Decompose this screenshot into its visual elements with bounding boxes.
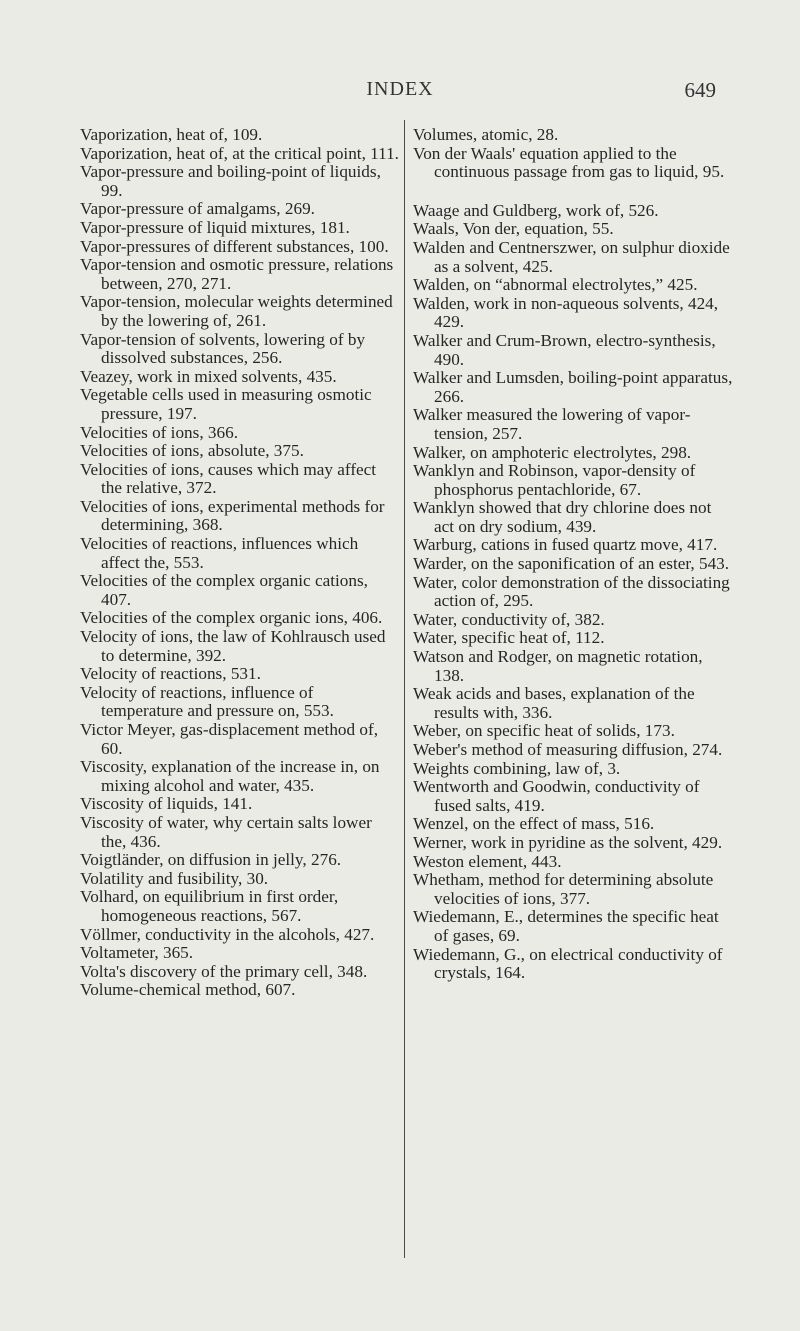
index-entry: Walker and Lumsden, boiling-point apparatus, 266. xyxy=(413,368,733,406)
index-entry: Waage and Guldberg, work of, 526. xyxy=(413,200,659,220)
index-entry: Vapor-pressure of amalgams, 269. xyxy=(80,199,315,219)
index-entry: Viscosity, explanation of the increase in, on mixing alcohol and water, 435. xyxy=(80,757,380,795)
index-entry: Wenzel, on the effect of mass, 516. xyxy=(413,814,655,834)
running-head-title: INDEX xyxy=(366,78,434,100)
index-entry: Walden, on “abnormal electrolytes,” 425. xyxy=(413,275,698,295)
index-entry: Walker and Crum-Brown, electro-synthesis, 490. xyxy=(413,330,716,369)
index-entry: Vaporization, heat of, 109. xyxy=(80,125,263,144)
index-entry: Warder, on the saponification of an ester, 543. xyxy=(413,554,730,574)
index-entry: Velocity of reactions, 531. xyxy=(80,664,261,684)
index-entry: Weak acids and bases, explanation of the results with, 336. xyxy=(413,684,695,722)
index-entry: Vapor-tension and osmotic pressure, relations between, 270, 271. xyxy=(80,255,394,293)
index-entry: Viscosity of water, why certain salts lower the, 436. xyxy=(80,812,372,851)
letter-section-gap xyxy=(413,182,733,202)
page-number: 649 xyxy=(684,78,716,102)
index-entry: Walker, on amphoteric electrolytes, 298. xyxy=(413,442,692,462)
index-entry: Weber's method of measuring diffusion, 274. xyxy=(413,740,723,759)
index-entry: Victor Meyer, gas-displacement method of, 60. xyxy=(80,720,379,758)
index-entry: Von der Waals' equation applied to the continuous passage from gas to liquid, 95. xyxy=(413,143,725,182)
index-entry: Weston element, 443. xyxy=(413,851,562,871)
index-entry: Whetham, method for determining absolute velocities of ions, 377. xyxy=(413,870,714,908)
index-entry: Viscosity of liquids, 141. xyxy=(80,794,253,814)
index-entry: Weights combining, law of, 3. xyxy=(413,758,621,778)
index-entry: Wiedemann, E., determines the specific heat of gases, 69. xyxy=(413,907,719,945)
index-entry: Walden, work in non-aqueous solvents, 424, 429. xyxy=(413,293,719,332)
index-entry: Velocity of ions, the law of Kohlrausch used to determine, 392. xyxy=(80,627,386,665)
index-entry: Vapor-pressure and boiling-point of liquids, 99. xyxy=(80,162,381,200)
index-entry: Voltameter, 365. xyxy=(80,943,194,963)
index-entry: Völlmer, conductivity in the alcohols, 427. xyxy=(80,924,375,944)
index-entry: Vapor-tension of solvents, lowering of by dissolved substances, 256. xyxy=(80,329,366,368)
column-divider xyxy=(404,120,405,1258)
index-entry: Vapor-tension, molecular weights determined by the lowering of, 261. xyxy=(80,292,393,330)
index-entry: Water, color demonstration of the dissociating action of, 295. xyxy=(413,572,730,611)
index-entry: Volhard, on equilibrium in first order, homogeneous reactions, 567. xyxy=(80,887,339,925)
index-entry: Velocities of the complex organic cations, 407. xyxy=(80,571,368,609)
index-entry: Water, specific heat of, 112. xyxy=(413,628,605,648)
index-entry: Velocities of ions, absolute, 375. xyxy=(80,441,304,461)
index-entry: Vegetable cells used in measuring osmotic pressure, 197. xyxy=(80,385,372,423)
index-entry: Waals, Von der, equation, 55. xyxy=(413,219,614,239)
index-entry: Velocity of reactions, influence of temperature and pressure on, 553. xyxy=(80,682,334,721)
index-entry: Volume-chemical method, 607. xyxy=(80,980,296,1000)
index-entry: Volatility and fusibility, 30. xyxy=(80,868,269,888)
index-entry: Veazey, work in mixed solvents, 435. xyxy=(80,366,337,386)
index-entry: Wanklyn and Robinson, vapor-density of phosphorus pentachloride, 67. xyxy=(413,461,696,499)
index-entry: Water, conductivity of, 382. xyxy=(413,609,605,629)
index-entry: Velocities of ions, causes which may affect the relative, 372. xyxy=(80,459,377,498)
index-entry: Wiedemann, G., on electrical conductivity of crystals, 164. xyxy=(413,944,723,983)
index-entry: Watson and Rodger, on magnetic rotation, 138. xyxy=(413,647,703,685)
index-entry: Volumes, atomic, 28. xyxy=(413,125,559,144)
index-entry: Vapor-pressures of different substances, 100. xyxy=(80,236,389,256)
index-entry: Wentworth and Goodwin, conductivity of fused salts, 419. xyxy=(413,777,700,815)
index-entry: Velocities of reactions, influences which affect the, 553. xyxy=(80,534,359,572)
index-entry: Vaporization, heat of, at the critical point, 111. xyxy=(80,143,399,163)
index-entry: Werner, work in pyridine as the solvent, 429. xyxy=(413,832,723,852)
index-entry: Velocities of ions, experimental methods for determining, 368. xyxy=(80,496,385,535)
index-entry: Weber, on specific heat of solids, 173. xyxy=(413,721,675,741)
index-entry: Vapor-pressure of liquid mixtures, 181. xyxy=(80,217,350,237)
index-entry: Walden and Centnerszwer, on sulphur dioxide as a solvent, 425. xyxy=(413,237,730,276)
index-entry: Velocities of ions, 366. xyxy=(80,422,239,442)
index-entry: Walker measured the lowering of vapor-tension, 257. xyxy=(413,405,691,443)
index-entry: Warburg, cations in fused quartz move, 417. xyxy=(413,535,718,555)
running-head xyxy=(0,78,800,102)
index-entry: Wanklyn showed that dry chlorine does not act on dry sodium, 439. xyxy=(413,498,712,536)
index-entry: Velocities of the complex organic ions, 406. xyxy=(80,608,383,628)
index-column-left xyxy=(80,126,399,1000)
index-entry: Voigtländer, on diffusion in jelly, 276. xyxy=(80,850,342,870)
index-column-right xyxy=(413,126,733,983)
index-entry: Volta's discovery of the primary cell, 348. xyxy=(80,961,368,981)
